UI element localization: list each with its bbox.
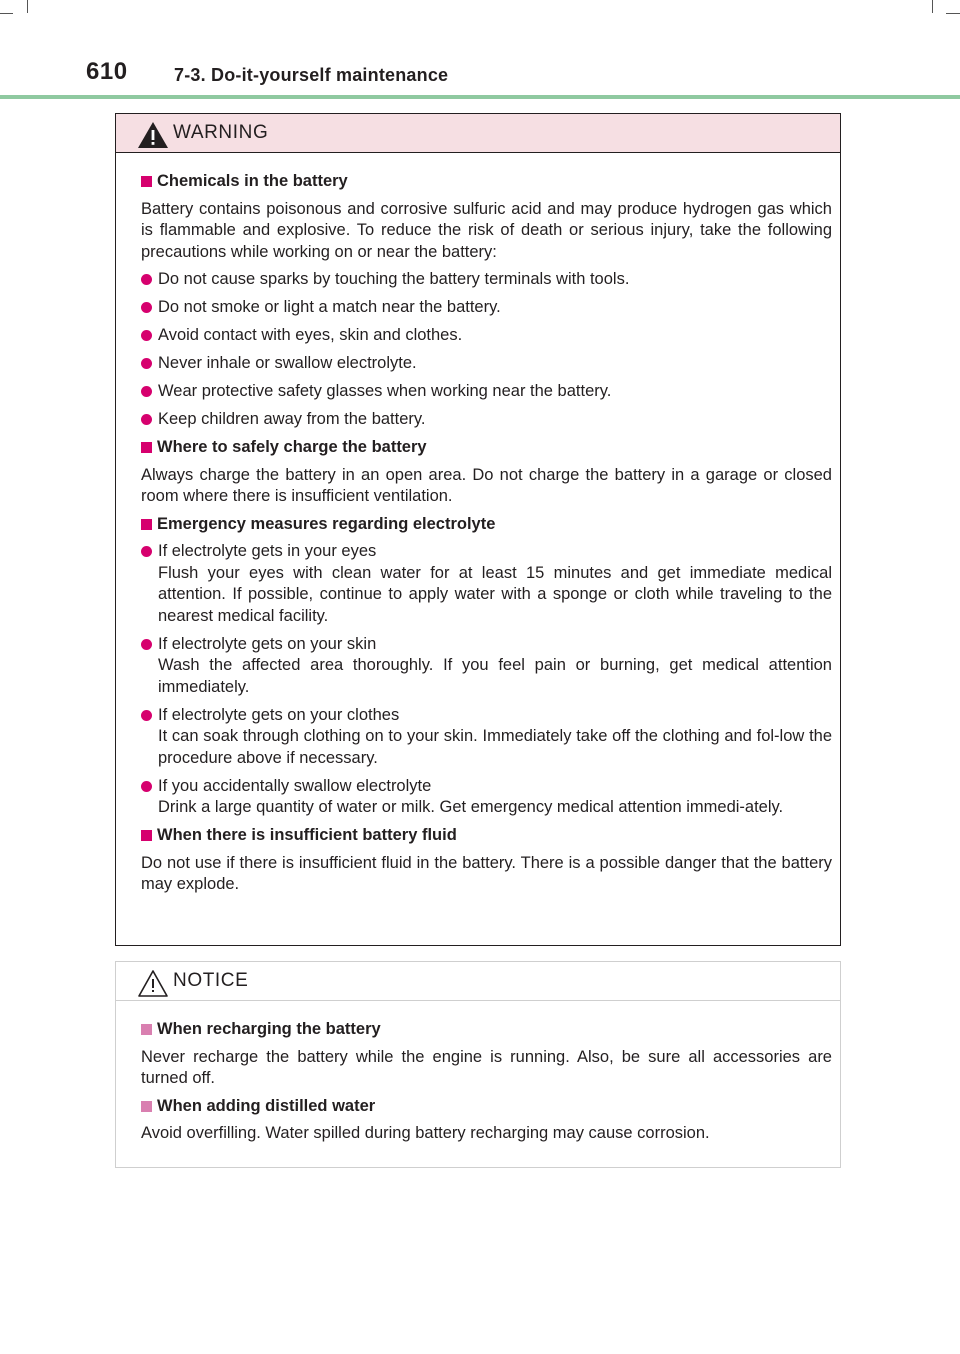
square-bullet-icon	[141, 830, 152, 841]
round-bullet-icon	[141, 358, 152, 369]
round-bullet-icon	[141, 414, 152, 425]
round-bullet-icon	[141, 546, 152, 557]
topic-heading	[141, 1096, 832, 1118]
page-header	[0, 0, 960, 100]
round-bullet-icon	[141, 639, 152, 650]
section-title: 7-3. Do-it-yourself maintenance	[174, 65, 449, 85]
list-item	[141, 325, 832, 347]
list-item	[141, 634, 832, 699]
list-item-body	[158, 634, 832, 699]
list-item-body	[158, 325, 832, 347]
square-bullet-icon	[141, 442, 152, 453]
list-item-title: If electrolyte gets on your skin	[158, 634, 377, 653]
list-item-detail: Flush your eyes with clean water for at least 15 minutes and get immediate medical attention. If possible, continue to apply water with a sponge or cloth while traveling to the nearest medical facility.	[158, 563, 832, 625]
notice-header	[116, 962, 840, 1001]
list-item-title: Avoid contact with eyes, skin and clothes.	[158, 326, 463, 344]
notice-label: NOTICE	[173, 970, 249, 991]
list-item-body	[158, 269, 832, 291]
list-item-detail: Wash the affected area thoroughly. If you feel pain or burning, get medical attention immediately.	[158, 656, 832, 696]
list-item-title: Wear protective safety glasses when working near the battery.	[158, 382, 612, 400]
topic-heading	[141, 825, 832, 847]
list-item	[141, 409, 832, 431]
list-item-body	[158, 409, 832, 431]
topic-heading-text: When adding distilled water	[157, 1096, 376, 1115]
topic-block	[141, 514, 832, 819]
topic-block	[141, 1096, 832, 1145]
list-item-title: Do not cause sparks by touching the battery terminals with tools.	[158, 270, 630, 288]
list-item-title: Do not smoke or light a match near the battery.	[158, 298, 501, 316]
list-item-title: If electrolyte gets in your eyes	[158, 542, 377, 560]
round-bullet-icon	[141, 302, 152, 313]
topic-text: Never recharge the battery while the engine is running. Also, be sure all accessories are turned off.	[141, 1047, 832, 1087]
list-item-body	[158, 381, 832, 403]
topic-heading	[141, 171, 832, 193]
topic-heading-text: When there is insufficient battery fluid	[157, 826, 457, 844]
topic-heading-text: Where to safely charge the battery	[157, 438, 427, 456]
topic-text: Do not use if there is insufficient fluid in the battery. There is a possible danger that the battery may explode.	[141, 853, 832, 893]
topic-heading-text: Emergency measures regarding electrolyte	[157, 514, 496, 533]
warning-header	[116, 114, 840, 153]
list-item	[141, 705, 832, 770]
square-bullet-icon	[141, 176, 152, 187]
list-item-title: If electrolyte gets on your clothes	[158, 705, 400, 724]
list-item-body	[158, 541, 832, 627]
bullet-list	[141, 541, 832, 819]
round-bullet-icon	[141, 710, 152, 721]
list-item-title: Keep children away from the battery.	[158, 410, 426, 428]
topic-heading-text: Chemicals in the battery	[157, 172, 348, 190]
header-rule	[0, 95, 960, 99]
list-item	[141, 269, 832, 291]
notice-triangle-icon	[136, 968, 170, 998]
notice-box	[115, 961, 841, 1168]
warning-box	[115, 113, 841, 946]
topic-text: Battery contains poisonous and corrosive sulfuric acid and may produce hydrogen gas which is flammable and explosive. To reduce the risk of death or serious injury, take the following precautions while working on or near the battery:	[141, 199, 832, 261]
topic-heading	[141, 437, 832, 459]
topic-text: Avoid overfilling. Water spilled during battery recharging may cause corrosion.	[141, 1124, 710, 1142]
list-item-body	[158, 705, 832, 770]
list-item-body	[158, 353, 832, 375]
notice-content	[116, 1001, 840, 1145]
topic-heading-text: When recharging the battery	[157, 1020, 381, 1038]
round-bullet-icon	[141, 386, 152, 397]
round-bullet-icon	[141, 781, 152, 792]
square-bullet-icon	[141, 519, 152, 530]
list-item	[141, 776, 832, 819]
topic-heading	[141, 1019, 832, 1041]
list-item-body	[158, 297, 832, 319]
topic-heading	[141, 514, 832, 536]
topic-block	[141, 1019, 832, 1090]
list-item-body	[158, 776, 832, 819]
topic-block	[141, 437, 832, 508]
list-item-title: If you accidentally swallow electrolyte	[158, 776, 432, 795]
square-bullet-icon	[141, 1024, 152, 1035]
list-item	[141, 541, 832, 627]
list-item-title: Never inhale or swallow electrolyte.	[158, 354, 417, 372]
list-item	[141, 297, 832, 319]
warning-content	[116, 153, 840, 896]
page-number: 610	[86, 58, 128, 85]
bullet-list	[141, 269, 832, 431]
topic-block	[141, 825, 832, 896]
list-item-detail: Drink a large quantity of water or milk. Get emergency medical attention immedi-ately.	[158, 798, 784, 816]
list-item	[141, 381, 832, 403]
round-bullet-icon	[141, 274, 152, 285]
round-bullet-icon	[141, 330, 152, 341]
warning-triangle-icon	[136, 120, 170, 150]
list-item	[141, 353, 832, 375]
topic-block	[141, 171, 832, 431]
topic-text: Always charge the battery in an open area. Do not charge the battery in a garage or closed room where there is insufficient ventilation.	[141, 465, 832, 505]
square-bullet-icon	[141, 1101, 152, 1112]
warning-label: WARNING	[173, 122, 269, 143]
list-item-detail: It can soak through clothing on to your skin. Immediately take off the clothing and fol-low the procedure above if necessary.	[158, 727, 832, 767]
